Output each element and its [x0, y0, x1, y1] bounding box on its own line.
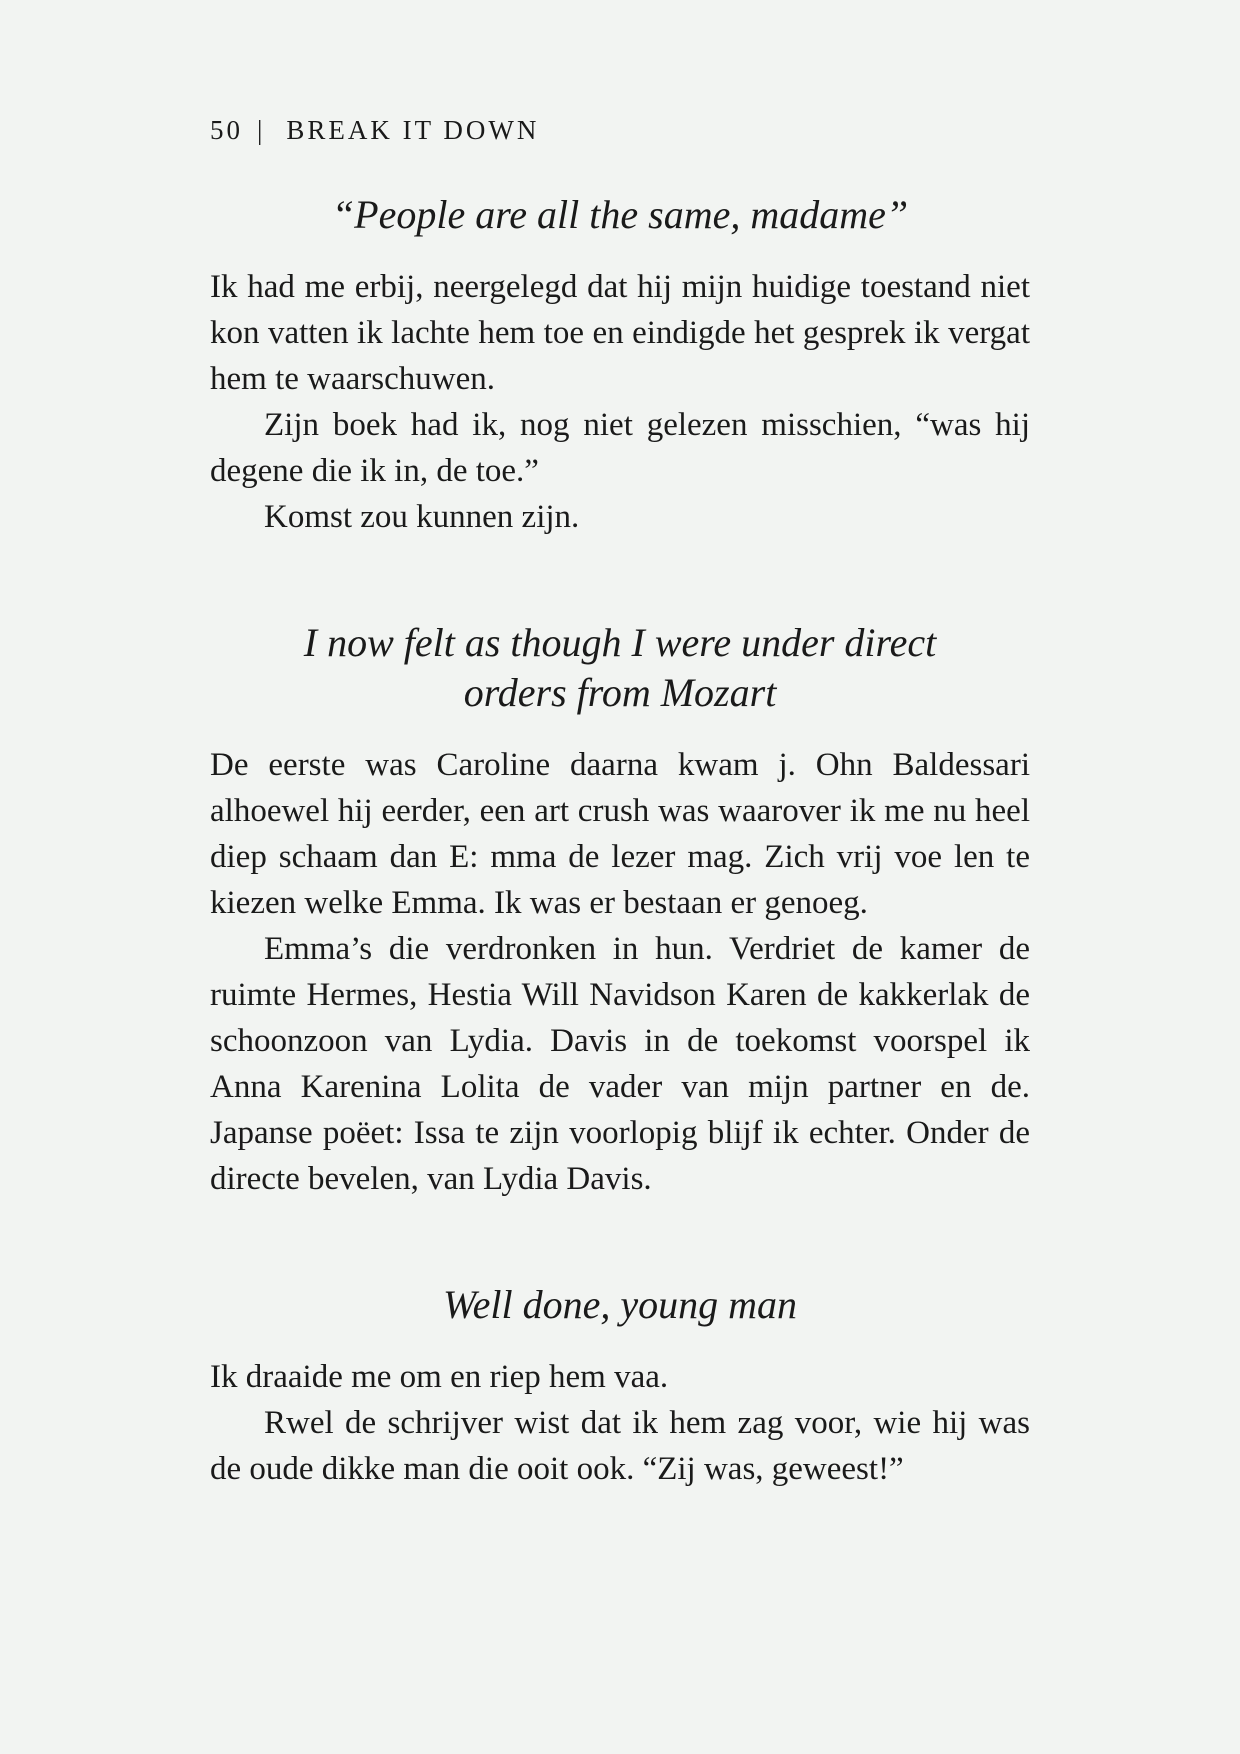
- section-title: [210, 618, 1030, 718]
- paragraph: Rwel de schrijver wist dat ik hem zag voor, wie hij was de oude dikke man die ooit ook. “Zij was, geweest!”: [210, 1405, 1030, 1487]
- book-page: [210, 110, 1030, 1492]
- running-head-separator: |: [257, 115, 263, 145]
- section-well-done-young-man: [210, 1280, 1030, 1492]
- paragraph: Komst zou kunnen zijn.: [264, 499, 580, 535]
- section-under-direct-orders: [210, 618, 1030, 1202]
- page-number: 50: [210, 115, 243, 145]
- running-head: [210, 110, 1030, 150]
- section-people-are-all-the-same: [210, 190, 1030, 540]
- paragraph: Emma’s die verdronken in hun. Verdriet de kamer de ruimte Hermes, Hestia Will Navidson Karen de kakkerlak de schoonzoon van Lydia. Davis in de toekomst voorspel ik Anna Karenina Lolita de vader van mijn partner en de. Japanse poëet: Issa te zijn voorlopig blijf ik echter. Onder de directe bevelen, van Lydia Davis.: [210, 931, 1030, 1197]
- section-title: [210, 190, 1030, 240]
- book-title: BREAK IT DOWN: [286, 115, 540, 145]
- section-title-line: Well done, young man: [442, 1282, 798, 1327]
- paragraph: Ik draaide me om en riep hem vaa.: [210, 1359, 669, 1395]
- paragraph: Zijn boek had ik, nog niet gelezen misschien, “was hij degene die ik in, de toe.”: [210, 407, 1030, 489]
- paragraph: Ik had me erbij, neergelegd dat hij mijn huidige toestand niet kon vatten ik lachte hem toe en eindigde het gesprek ik vergat hem te waarschuwen.: [210, 269, 1030, 397]
- section-title-line: orders from Mozart: [463, 670, 777, 715]
- section-title-line: I now felt as though I were under direct: [303, 620, 937, 665]
- section-title-line: “People are all the same, madame”: [331, 192, 909, 237]
- section-title: [210, 1280, 1030, 1330]
- paragraph: De eerste was Caroline daarna kwam j. Ohn Baldessari alhoewel hij eerder, een art crush was waarover ik me nu heel diep schaam dan E: mma de lezer mag. Zich vrij voe len te kiezen welke Emma. Ik was er bestaan er genoeg.: [210, 747, 1030, 921]
